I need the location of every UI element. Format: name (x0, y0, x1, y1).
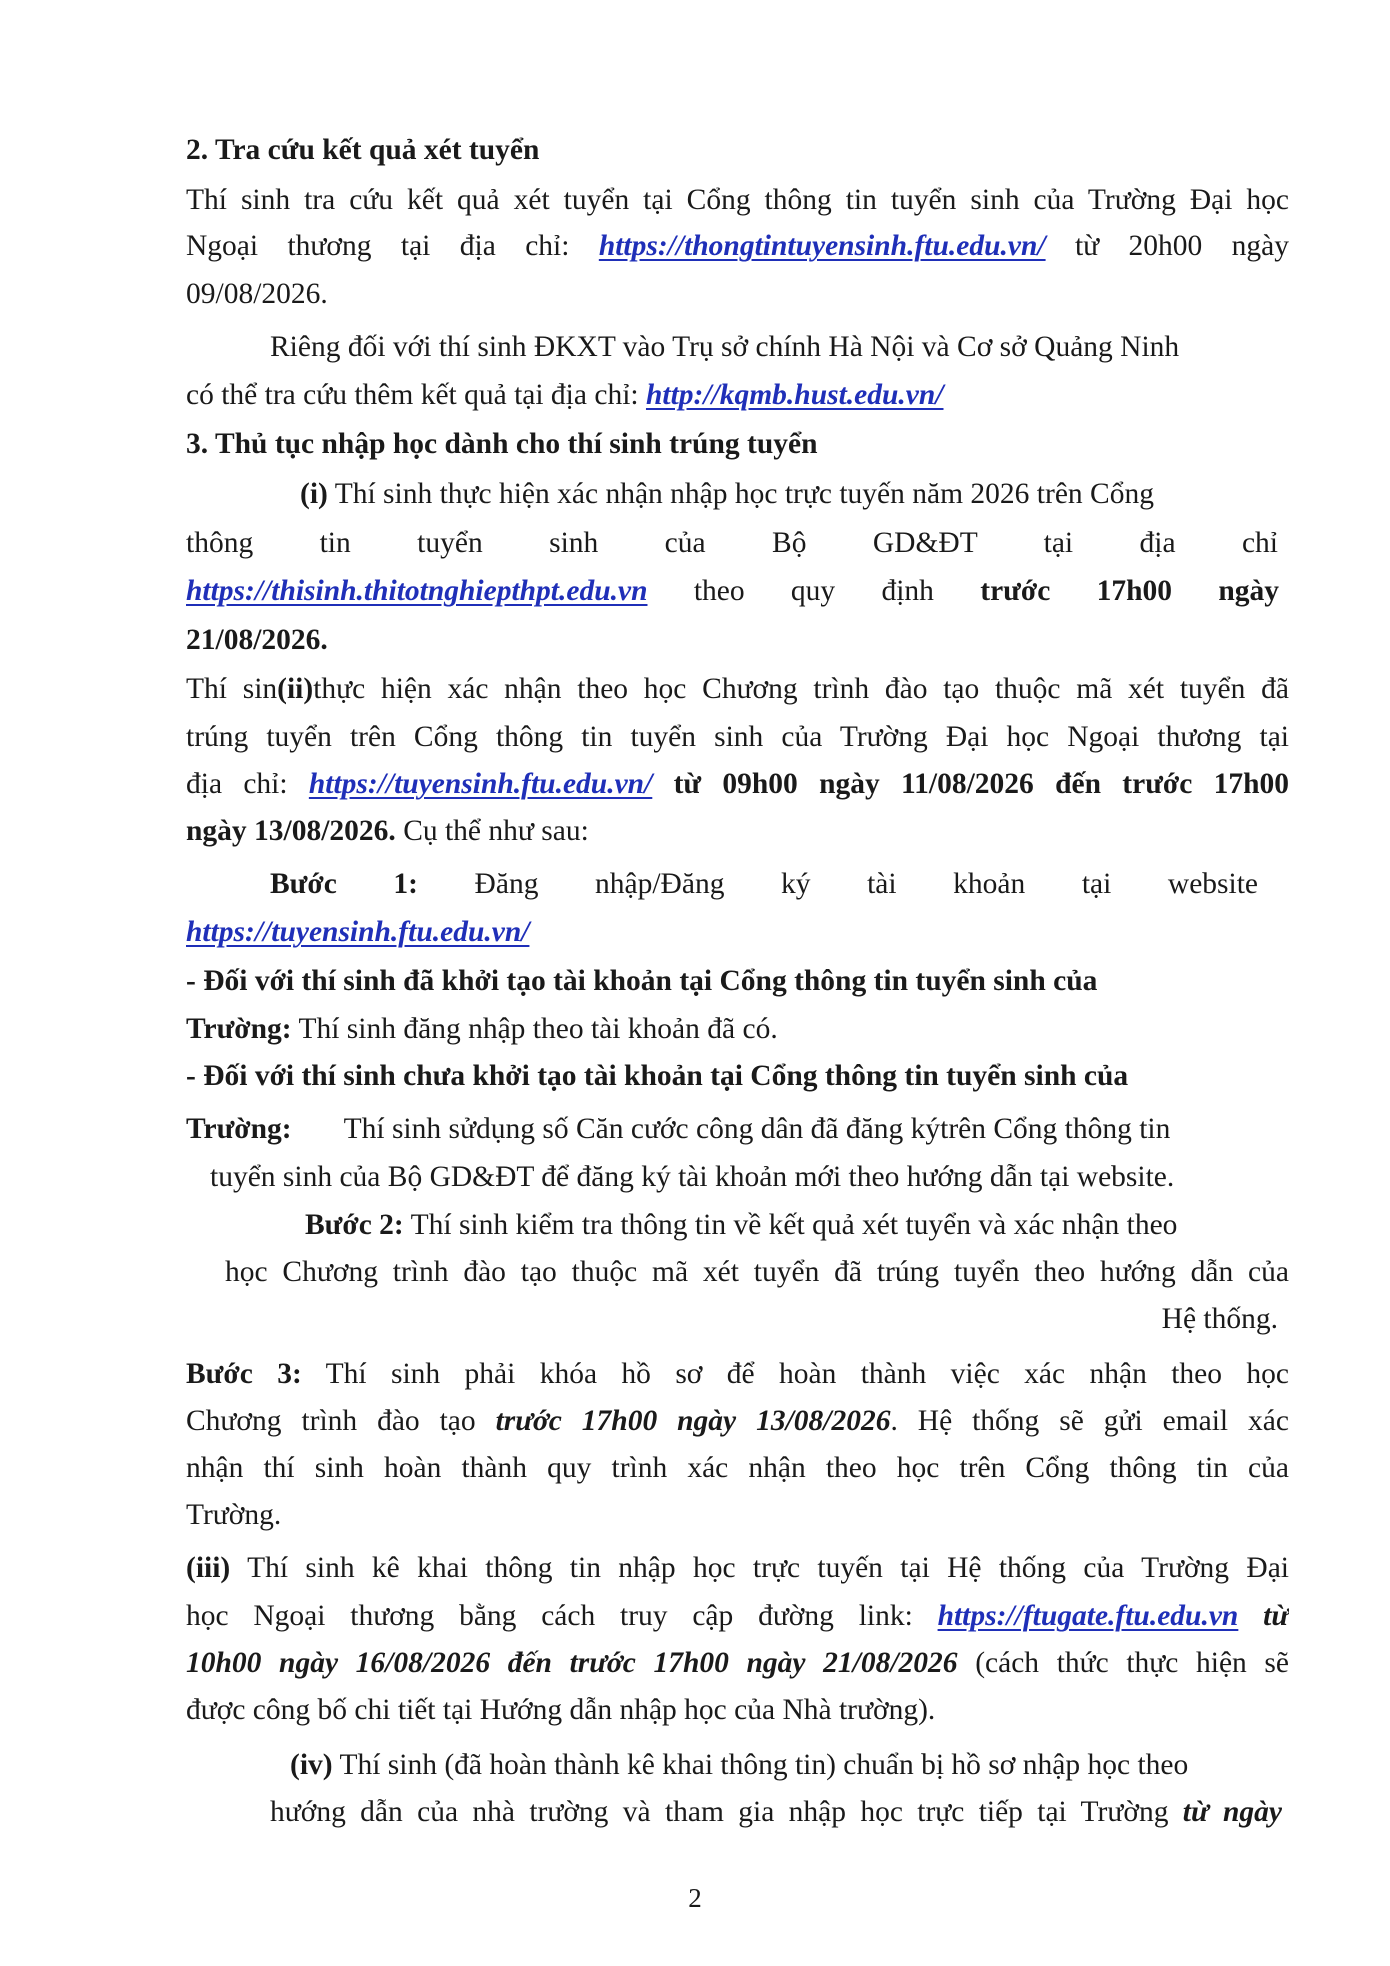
paragraph-line: Bước 2: Thí sinh kiểm tra thông tin về kết quả xét tuyển và xác nhận theo (305, 1209, 1178, 1241)
paragraph-line: - Đối với thí sinh đã khởi tạo tài khoản tại Cổng thông tin tuyển sinh của (186, 965, 1098, 997)
paragraph-line: Trường: Thí sinh sửdụng số Căn cước công dân đã đăng kýtrên Cổng thông tin (186, 1113, 1171, 1145)
result-lookup-link[interactable]: https://thongtintuyensinh.ftu.edu.vn/ (598, 230, 1046, 262)
paragraph-line: (iv) Thí sinh (đã hoàn thành kê khai thông tin) chuẩn bị hồ sơ nhập học theo (290, 1749, 1189, 1781)
paragraph-line (186, 912, 1289, 952)
paragraph-line: Bước 1: Đăng nhập/Đăng ký tài khoản tại website (270, 868, 1258, 900)
paragraph-line: Riêng đối với thí sinh ĐKXT vào Trụ sở chính Hà Nội và Cơ sở Quảng Ninh (270, 331, 1180, 363)
paragraph-line: Bước 3: Thí sinh phải khóa hồ sơ để hoàn thành việc xác nhận theo học (186, 1358, 1289, 1390)
paragraph-line: Thí sinh tra cứu kết quả xét tuyển tại Cổng thông tin tuyển sinh của Trường Đại học (186, 184, 1289, 216)
paragraph-line: học Chương trình đào tạo thuộc mã xét tuyển đã trúng tuyển theo hướng dẫn của (225, 1256, 1289, 1288)
paragraph-line: được công bố chi tiết tại Hướng dẫn nhập học của Nhà trường). (186, 1694, 936, 1726)
paragraph-line: ngày 13/08/2026. Cụ thể như sau: (186, 815, 589, 847)
paragraph-line: (iii) Thí sinh kê khai thông tin nhập học trực tuyến tại Hệ thống của Trường Đại (186, 1552, 1289, 1584)
paragraph-line: Hệ thống. (1161, 1303, 1278, 1335)
section-2-heading: 2. Tra cứu kết quả xét tuyển (186, 134, 540, 166)
paragraph-line: Chương trình đào tạo trước 17h00 ngày 13/08/2026. Hệ thống sẽ gửi email xác (186, 1405, 1289, 1437)
paragraph-line: học Ngoại thương bằng cách truy cập đường link: https://ftugate.ftu.edu.vn từ (186, 1600, 1289, 1632)
paragraph-line: thông tin tuyển sinh của Bộ GD&ĐT tại địa chỉ (186, 527, 1278, 559)
paragraph-line: 21/08/2026. (186, 624, 328, 656)
page-number: 2 (688, 1883, 702, 1913)
paragraph-line: Trường: Thí sinh đăng nhập theo tài khoản đã có. (186, 1013, 778, 1045)
paragraph-line: có thể tra cứu thêm kết quả tại địa chỉ: http://kqmb.hust.edu.vn/ (186, 379, 944, 411)
paragraph-line: 09/08/2026. (186, 278, 328, 310)
moet-portal-link[interactable]: https://thisinh.thitotnghiepthpt.edu.vn (186, 575, 648, 607)
paragraph-line: 10h00 ngày 16/08/2026 đến trước 17h00 ngày 21/08/2026 (cách thức thực hiện sẽ (186, 1647, 1289, 1679)
paragraph-line: tuyển sinh của Bộ GD&ĐT để đăng ký tài khoản mới theo hướng dẫn tại website. (210, 1161, 1175, 1193)
paragraph-line: Trường. (186, 1499, 282, 1531)
paragraph-line: https://thisinh.thitotnghiepthpt.edu.vn theo quy định trước 17h00 ngày (186, 575, 1279, 607)
ftugate-link[interactable]: https://ftugate.ftu.edu.vn (937, 1600, 1239, 1632)
paragraph-line: - Đối với thí sinh chưa khởi tạo tài khoản tại Cổng thông tin tuyển sinh của (186, 1060, 1129, 1092)
tuyensinh-website-link[interactable]: https://tuyensinh.ftu.edu.vn/ (186, 916, 530, 948)
paragraph-line: hướng dẫn của nhà trường và tham gia nhập học trực tiếp tại Trường từ ngày (270, 1796, 1282, 1828)
hust-lookup-link[interactable]: http://kqmb.hust.edu.vn/ (645, 379, 944, 411)
paragraph-line: trúng tuyển trên Cổng thông tin tuyển sinh của Trường Đại học Ngoại thương tại (186, 721, 1289, 753)
paragraph-line: nhận thí sinh hoàn thành quy trình xác nhận theo học trên Cổng thông tin của (186, 1452, 1289, 1484)
tuyensinh-link[interactable]: https://tuyensinh.ftu.edu.vn/ (308, 768, 653, 800)
paragraph-line: Ngoại thương tại địa chỉ: https://thongtintuyensinh.ftu.edu.vn/ từ 20h00 ngày (186, 230, 1289, 262)
paragraph-line: (i) Thí sinh thực hiện xác nhận nhập học trực tuyến năm 2026 trên Cổng (300, 478, 1154, 510)
paragraph-line: địa chỉ: https://tuyensinh.ftu.edu.vn/ từ 09h00 ngày 11/08/2026 đến trước 17h00 (186, 768, 1289, 800)
section-3-heading: 3. Thủ tục nhập học dành cho thí sinh trúng tuyển (186, 428, 818, 460)
paragraph-line: Thí sin(ii)thực hiện xác nhận theo học Chương trình đào tạo thuộc mã xét tuyển đã (186, 673, 1289, 705)
